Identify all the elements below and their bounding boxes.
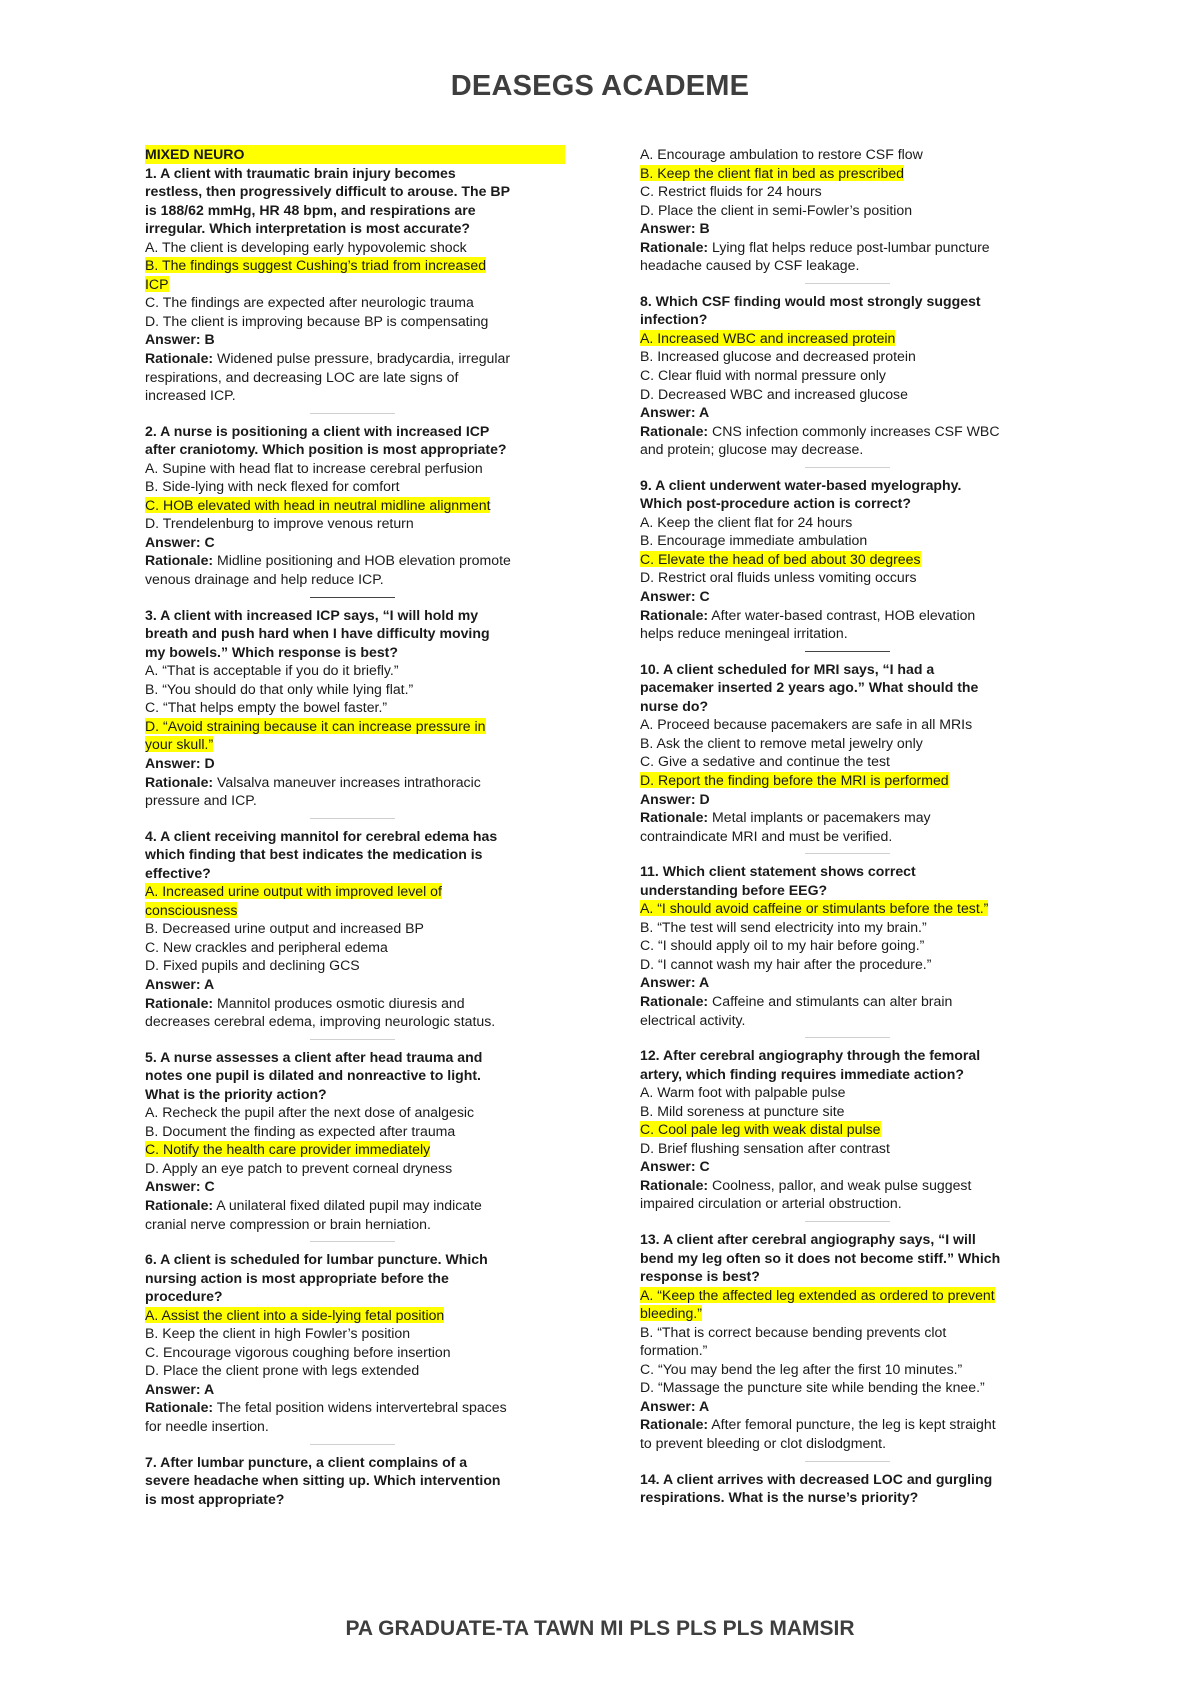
answer-label: Answer: xyxy=(640,404,696,421)
option-d: D. The client is improving because BP is compensating xyxy=(145,312,489,329)
question-stem: 5. A nurse assesses a client after head trauma and xyxy=(145,1048,483,1065)
rationale-text: The fetal position widens intervertebral spaces xyxy=(213,1399,507,1416)
option-a-highlighted: consciousness xyxy=(145,901,238,918)
answer-label: Answer: xyxy=(640,790,696,807)
answer-value: D xyxy=(695,790,710,807)
question-stem: nurse do? xyxy=(640,697,709,714)
question-3 xyxy=(145,606,575,810)
answer-label: Answer: xyxy=(145,331,201,348)
answer-label: Answer: xyxy=(640,1397,696,1414)
option-c-highlighted: C. Elevate the head of bed about 30 degrees xyxy=(640,550,921,567)
option-d: D. Trendelenburg to improve venous return xyxy=(145,515,414,532)
question-stem: nursing action is most appropriate before the xyxy=(145,1269,449,1286)
rationale-text: Midline positioning and HOB elevation promote xyxy=(213,552,511,569)
rationale-text: contraindicate MRI and must be verified. xyxy=(640,827,893,844)
rationale-text: venous drainage and help reduce ICP. xyxy=(145,571,384,588)
option-c: C. Give a sedative and continue the test xyxy=(640,753,890,770)
option-c: C. The findings are expected after neurologic trauma xyxy=(145,294,474,311)
question-stem: which finding that best indicates the medication is xyxy=(145,846,483,863)
divider xyxy=(640,459,1070,476)
option-b: formation.” xyxy=(640,1342,708,1359)
question-4 xyxy=(145,827,575,1031)
option-d-highlighted: D. Report the finding before the MRI is performed xyxy=(640,771,949,788)
rationale-label: Rationale: xyxy=(145,552,214,569)
option-c: C. New crackles and peripheral edema xyxy=(145,938,388,955)
section-title: MIXED NEURO xyxy=(145,145,565,164)
option-a-highlighted: bleeding.” xyxy=(640,1305,702,1322)
rationale-label: Rationale: xyxy=(640,1176,709,1193)
question-stem: understanding before EEG? xyxy=(640,881,828,898)
answer-label: Answer: xyxy=(640,220,696,237)
rationale-label: Rationale: xyxy=(640,606,709,623)
rationale-text: Coolness, pallor, and weak pulse suggest xyxy=(708,1176,972,1193)
page-footer-text: PA GRADUATE-TA TAWN MI PLS PLS PLS MAMSIR xyxy=(345,1617,855,1640)
answer-value: C xyxy=(695,1158,710,1175)
answer-value: A xyxy=(200,975,215,992)
question-7 xyxy=(145,1453,575,1509)
option-a-highlighted: A. “Keep the affected leg extended as ordered to prevent xyxy=(640,1286,995,1303)
question-stem: response is best? xyxy=(640,1268,760,1285)
divider xyxy=(640,1213,1070,1230)
answer-label: Answer: xyxy=(145,975,201,992)
question-13 xyxy=(640,1230,1070,1453)
question-stem: 2. A nurse is positioning a client with increased ICP xyxy=(145,422,490,439)
question-10 xyxy=(640,660,1070,845)
rationale-label: Rationale: xyxy=(145,350,214,367)
rationale-label: Rationale: xyxy=(640,422,709,439)
option-a: A. Supine with head flat to increase cerebral perfusion xyxy=(145,459,483,476)
answer-value: A xyxy=(695,974,710,991)
answer-label: Answer: xyxy=(640,588,696,605)
rationale-text: After water-based contrast, HOB elevation xyxy=(708,606,976,623)
rationale-text: Widened pulse pressure, bradycardia, irregular xyxy=(213,350,511,367)
question-stem: effective? xyxy=(145,864,211,881)
rationale-text: After femoral puncture, the leg is kept straight xyxy=(708,1416,996,1433)
answer-label: Answer: xyxy=(640,1158,696,1175)
rationale-text: respirations, and decreasing LOC are late signs of xyxy=(145,368,459,385)
question-stem: 9. A client underwent water-based myelography. xyxy=(640,476,962,493)
option-c-highlighted: C. Cool pale leg with weak distal pulse xyxy=(640,1121,881,1138)
option-a: A. Proceed because pacemakers are safe in all MRIs xyxy=(640,716,973,733)
option-b-highlighted: B. Keep the client flat in bed as prescribed xyxy=(640,164,905,181)
option-d: D. Decreased WBC and increased glucose xyxy=(640,385,908,402)
question-stem: What is the priority action? xyxy=(145,1085,327,1102)
question-stem: 11. Which client statement shows correct xyxy=(640,863,916,880)
rationale-label: Rationale: xyxy=(640,1416,709,1433)
question-stem: 6. A client is scheduled for lumbar puncture. Which xyxy=(145,1251,488,1268)
option-c: C. “You may bend the leg after the first 10 minutes.” xyxy=(640,1360,963,1377)
answer-label: Answer: xyxy=(145,533,201,550)
question-stem: my bowels.” Which response is best? xyxy=(145,643,398,660)
divider xyxy=(145,1233,575,1250)
answer-label: Answer: xyxy=(145,1178,201,1195)
rationale-text: Lying flat helps reduce post-lumbar puncture xyxy=(708,238,990,255)
question-stem: infection? xyxy=(640,311,708,328)
option-d: D. “Massage the puncture site while bending the knee.” xyxy=(640,1379,985,1396)
rationale-text: helps reduce meningeal irritation. xyxy=(640,625,848,642)
right-column xyxy=(640,145,1070,1507)
question-stem: notes one pupil is dilated and nonreactive to light. xyxy=(145,1067,481,1084)
question-stem: is 188/62 mmHg, HR 48 bpm, and respirations are xyxy=(145,201,476,218)
question-stem: irregular. Which interpretation is most accurate? xyxy=(145,220,471,237)
answer-value: A xyxy=(695,1397,710,1414)
option-c-highlighted: C. Notify the health care provider immediately xyxy=(145,1141,431,1158)
divider xyxy=(640,1029,1070,1046)
rationale-label: Rationale: xyxy=(640,992,709,1009)
question-1 xyxy=(145,164,575,405)
option-c-highlighted: C. HOB elevated with head in neutral midline alignment xyxy=(145,496,491,513)
divider xyxy=(640,845,1070,862)
option-a-highlighted: A. Increased WBC and increased protein xyxy=(640,329,896,346)
option-a: A. “That is acceptable if you do it briefly.” xyxy=(145,662,399,679)
rationale-text: impaired circulation or arterial obstruction. xyxy=(640,1195,902,1212)
answer-value: C xyxy=(695,588,710,605)
question-stem: severe headache when sitting up. Which intervention xyxy=(145,1472,501,1489)
answer-label: Answer: xyxy=(145,1380,201,1397)
rationale-text: A unilateral fixed dilated pupil may indicate xyxy=(213,1196,482,1213)
question-stem: procedure? xyxy=(145,1288,223,1305)
option-b: B. Increased glucose and decreased protein xyxy=(640,348,916,365)
answer-value: A xyxy=(695,404,710,421)
rationale-label: Rationale: xyxy=(145,1399,214,1416)
option-a-highlighted: A. Assist the client into a side-lying fetal position xyxy=(145,1306,445,1323)
question-stem: 14. A client arrives with decreased LOC and gurgling xyxy=(640,1470,993,1487)
question-8 xyxy=(640,292,1070,459)
option-d-highlighted: D. “Avoid straining because it can increase pressure in xyxy=(145,717,486,734)
rationale-text: Valsalva maneuver increases intrathoracic xyxy=(213,773,481,790)
option-b: B. Ask the client to remove metal jewelry only xyxy=(640,734,923,751)
option-d: D. “I cannot wash my hair after the procedure.” xyxy=(640,955,932,972)
rationale-text: electrical activity. xyxy=(640,1011,746,1028)
divider xyxy=(145,1031,575,1048)
left-column xyxy=(145,145,575,1508)
answer-value: A xyxy=(200,1380,215,1397)
answer-value: B xyxy=(695,220,710,237)
option-a-highlighted: A. “I should avoid caffeine or stimulants before the test.” xyxy=(640,900,989,917)
divider xyxy=(145,1436,575,1453)
question-stem: Which post-procedure action is correct? xyxy=(640,495,911,512)
divider xyxy=(145,405,575,422)
question-stem: 3. A client with increased ICP says, “I will hold my xyxy=(145,606,479,623)
question-stem: respirations. What is the nurse’s priority? xyxy=(640,1489,919,1506)
answer-value: D xyxy=(200,754,215,771)
question-5 xyxy=(145,1048,575,1233)
option-d: D. Apply an eye patch to prevent corneal dryness xyxy=(145,1159,453,1176)
rationale-text: for needle insertion. xyxy=(145,1418,269,1434)
question-stem: 12. After cerebral angiography through the femoral xyxy=(640,1047,981,1064)
option-a-highlighted: A. Increased urine output with improved level of xyxy=(145,883,442,900)
divider xyxy=(640,643,1070,660)
question-stem: after craniotomy. Which position is most appropriate? xyxy=(145,441,507,458)
option-a: A. Warm foot with palpable pulse xyxy=(640,1084,846,1101)
option-b: B. “The test will send electricity into my brain.” xyxy=(640,918,927,935)
option-b: B. Keep the client in high Fowler’s position xyxy=(145,1325,411,1342)
question-stem: 4. A client receiving mannitol for cerebral edema has xyxy=(145,827,498,844)
option-c: C. Clear fluid with normal pressure only xyxy=(640,367,886,384)
option-c: C. Encourage vigorous coughing before insertion xyxy=(145,1343,451,1360)
question-stem: pacemaker inserted 2 years ago.” What should the xyxy=(640,679,979,696)
divider xyxy=(145,810,575,827)
option-b: B. “You should do that only while lying flat.” xyxy=(145,680,414,697)
option-d: D. Brief flushing sensation after contrast xyxy=(640,1139,890,1156)
rationale-text: increased ICP. xyxy=(145,387,236,404)
option-b: B. Document the finding as expected after trauma xyxy=(145,1122,456,1139)
question-stem: is most appropriate? xyxy=(145,1490,285,1507)
rationale-text: Mannitol produces osmotic diuresis and xyxy=(213,994,465,1011)
rationale-label: Rationale: xyxy=(640,809,709,826)
option-d: D. Fixed pupils and declining GCS xyxy=(145,957,360,974)
question-stem: bend my leg often so it does not become stiff.” Which xyxy=(640,1249,1001,1266)
rationale-label: Rationale: xyxy=(640,238,709,255)
divider xyxy=(640,1453,1070,1470)
rationale-text: headache caused by CSF leakage. xyxy=(640,257,860,274)
option-d-highlighted: your skull.” xyxy=(145,736,214,753)
question-stem: artery, which finding requires immediate action? xyxy=(640,1065,964,1082)
question-12 xyxy=(640,1046,1070,1213)
option-b: B. Encourage immediate ambulation xyxy=(640,532,868,549)
answer-label: Answer: xyxy=(640,974,696,991)
rationale-text: cranial nerve compression or brain herniation. xyxy=(145,1215,431,1232)
option-b: B. “That is correct because bending prevents clot xyxy=(640,1323,947,1340)
rationale-text: pressure and ICP. xyxy=(145,792,257,809)
option-b-highlighted: ICP xyxy=(145,275,169,292)
answer-label: Answer: xyxy=(145,754,201,771)
question-stem: 8. Which CSF finding would most strongly suggest xyxy=(640,292,981,309)
rationale-text: decreases cerebral edema, improving neurologic status. xyxy=(145,1013,496,1030)
option-b: B. Side-lying with neck flexed for comfort xyxy=(145,478,400,495)
option-c: C. Restrict fluids for 24 hours xyxy=(640,183,822,200)
rationale-text: Metal implants or pacemakers may xyxy=(708,809,931,826)
rationale-label: Rationale: xyxy=(145,994,214,1011)
question-stem: 10. A client scheduled for MRI says, “I had a xyxy=(640,660,935,677)
rationale-label: Rationale: xyxy=(145,1196,214,1213)
option-a: A. Encourage ambulation to restore CSF flow xyxy=(640,146,923,162)
question-stem: breath and push hard when I have difficulty moving xyxy=(145,625,490,642)
option-b: B. Mild soreness at puncture site xyxy=(640,1102,845,1119)
option-c: C. “That helps empty the bowel faster.” xyxy=(145,699,388,716)
option-a: A. Keep the client flat for 24 hours xyxy=(640,513,853,530)
option-c: C. “I should apply oil to my hair before going.” xyxy=(640,937,925,954)
question-11 xyxy=(640,862,1070,1029)
option-b: B. Decreased urine output and increased BP xyxy=(145,920,424,937)
divider xyxy=(640,275,1070,292)
option-d: D. Place the client prone with legs extended xyxy=(145,1362,420,1379)
question-2 xyxy=(145,422,575,589)
question-9 xyxy=(640,476,1070,643)
divider xyxy=(145,589,575,606)
rationale-text: CNS infection commonly increases CSF WBC xyxy=(708,422,1000,439)
answer-value: C xyxy=(200,1178,215,1195)
option-d: D. Place the client in semi-Fowler’s position xyxy=(640,201,913,218)
answer-value: B xyxy=(200,331,215,348)
page-header-title: DEASEGS ACADEME xyxy=(450,70,750,102)
option-d: D. Restrict oral fluids unless vomiting occurs xyxy=(640,569,917,586)
rationale-text: and protein; glucose may decrease. xyxy=(640,441,864,458)
rationale-text: to prevent bleeding or clot dislodgment. xyxy=(640,1435,887,1451)
answer-value: C xyxy=(200,533,215,550)
question-stem: restless, then progressively difficult to arouse. The BP xyxy=(145,183,510,200)
option-b-highlighted: B. The findings suggest Cushing’s triad from increased xyxy=(145,257,487,274)
option-a: A. The client is developing early hypovolemic shock xyxy=(145,238,467,255)
question-14 xyxy=(640,1470,1070,1507)
question-stem: 13. A client after cerebral angiography says, “I will xyxy=(640,1230,976,1247)
rationale-label: Rationale: xyxy=(145,773,214,790)
rationale-text: Caffeine and stimulants can alter brain xyxy=(708,992,953,1009)
question-7-options xyxy=(640,145,1070,275)
question-stem: 1. A client with traumatic brain injury becomes xyxy=(145,164,456,181)
question-stem: 7. After lumbar puncture, a client complains of a xyxy=(145,1453,468,1470)
option-a: A. Recheck the pupil after the next dose of analgesic xyxy=(145,1104,475,1121)
question-6 xyxy=(145,1250,575,1435)
